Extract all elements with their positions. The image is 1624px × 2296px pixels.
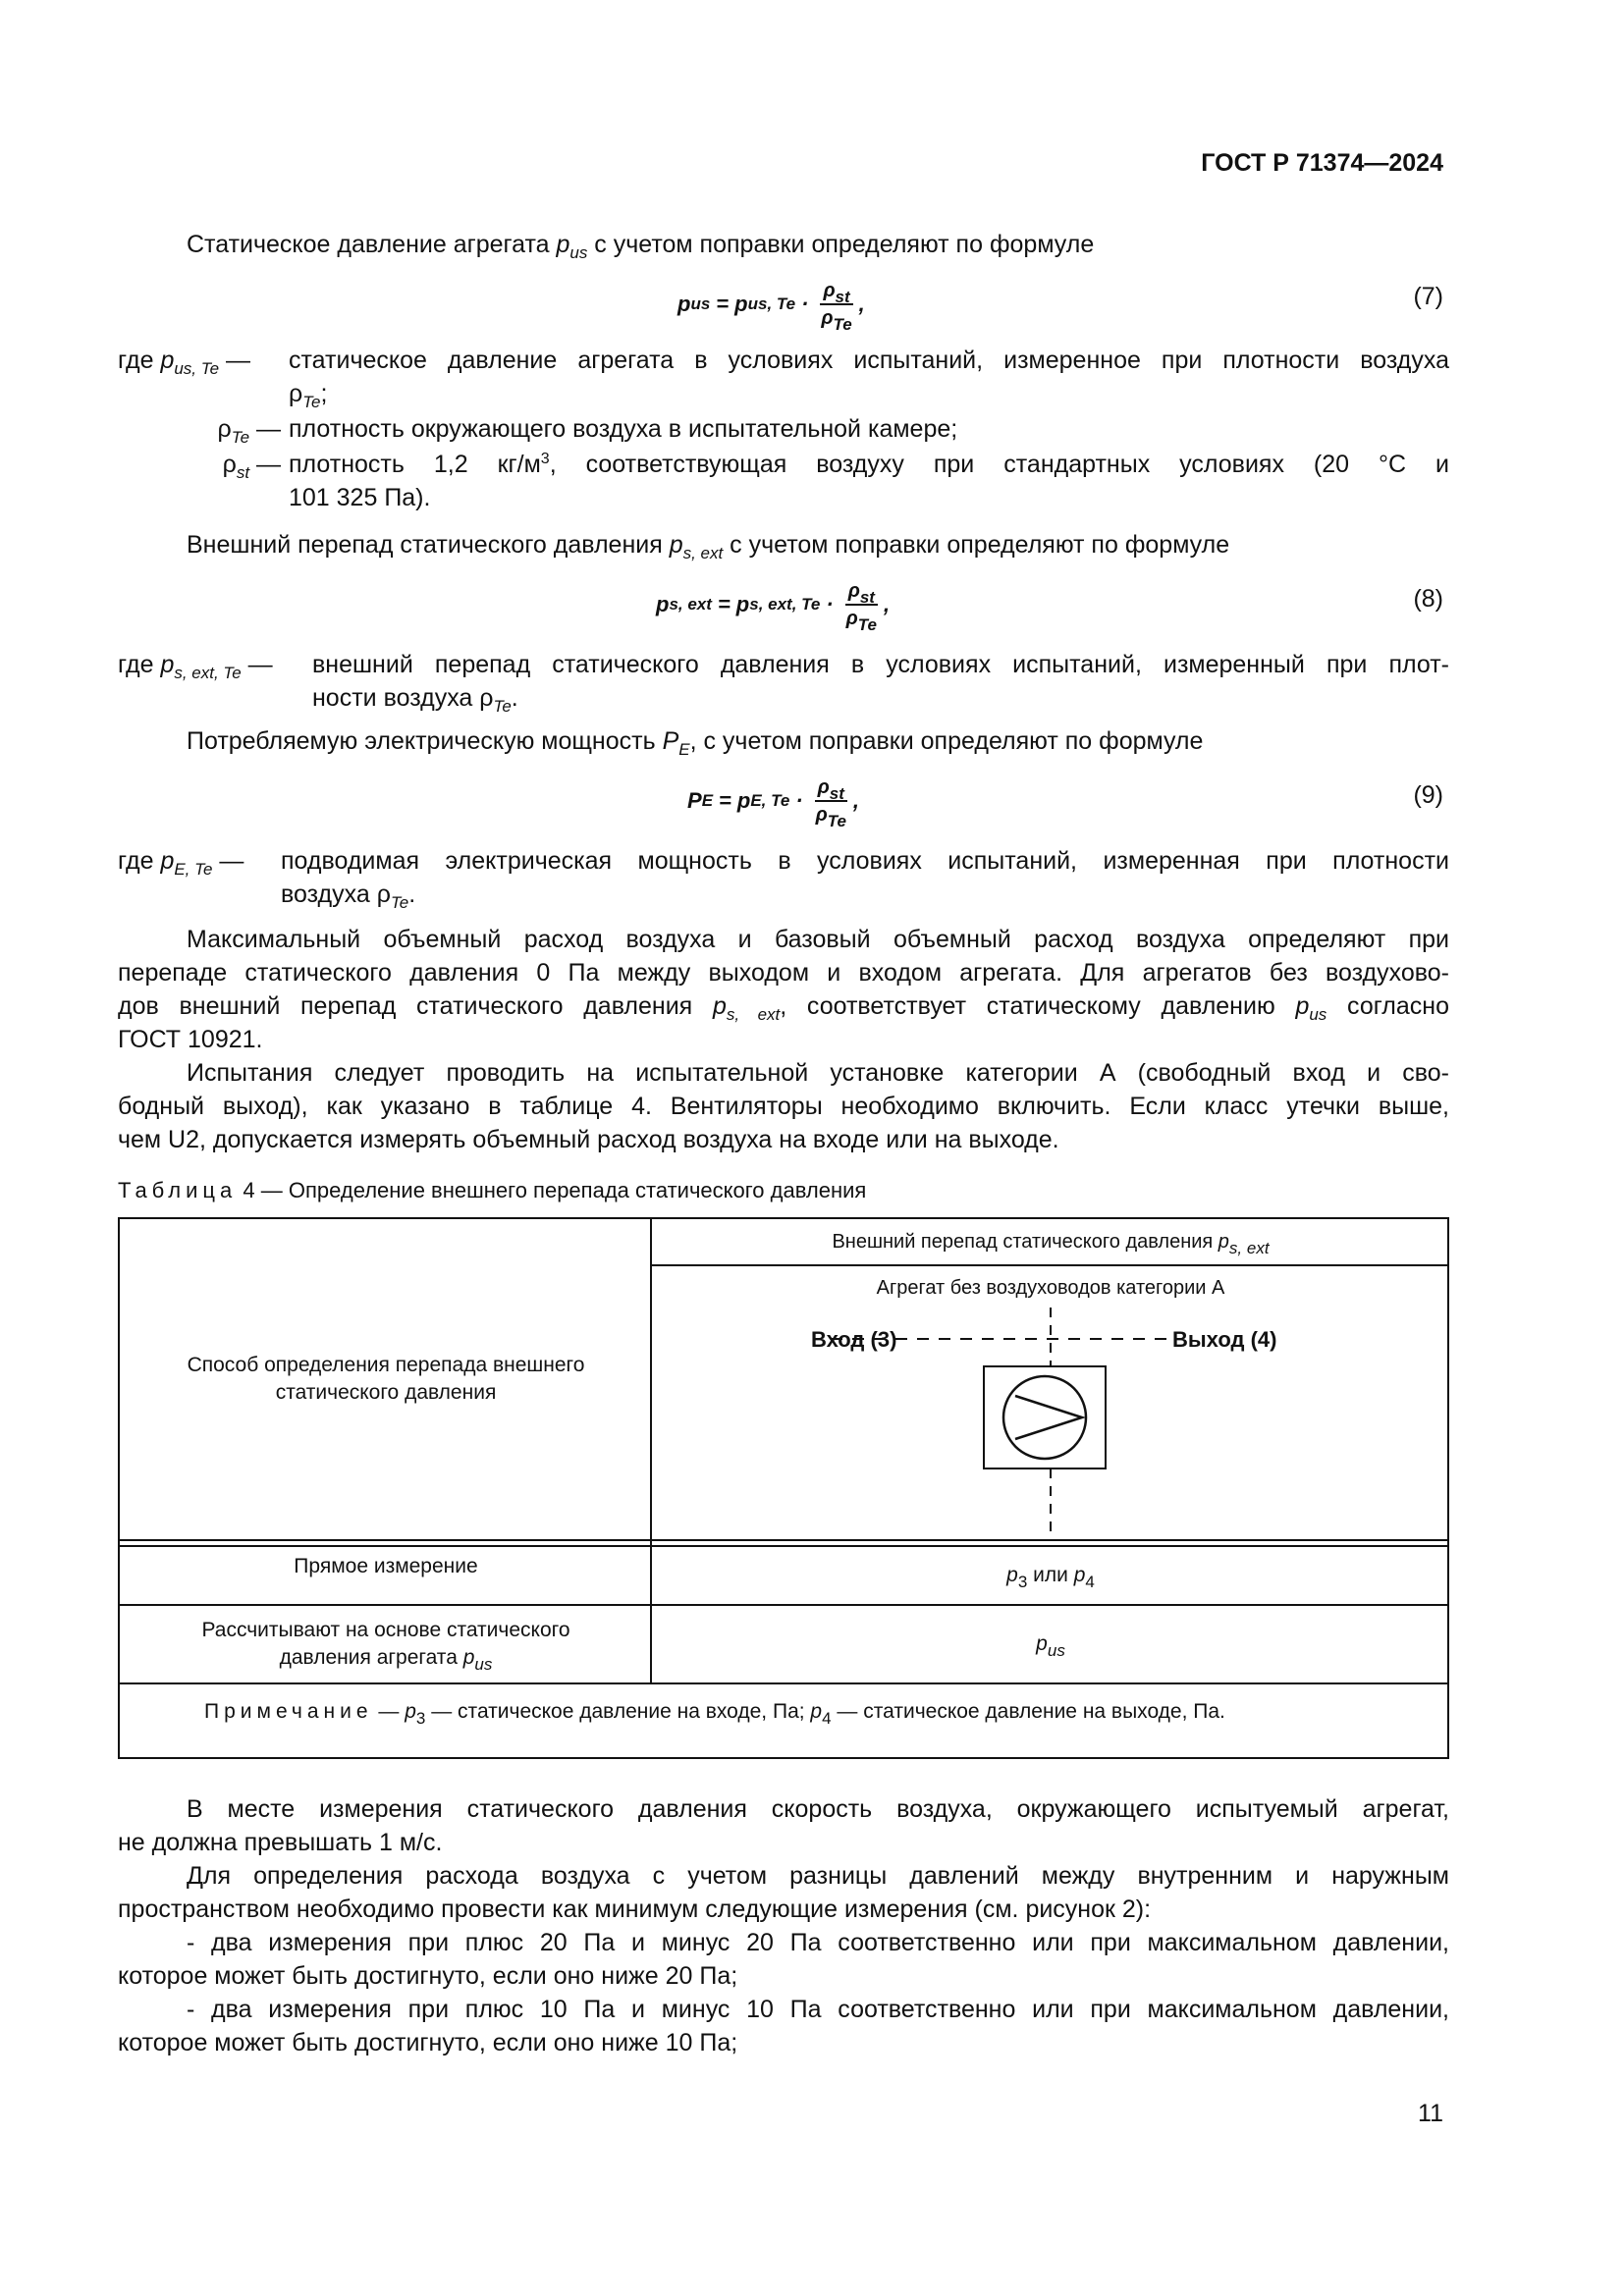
where-symbol-3: $\rho_{st}$ — <box>222 451 281 482</box>
where-definition-1-cont: $\rho_{Te}$; <box>289 380 328 411</box>
formula-9: P E = p E, Te · $\frac{\rho_{st}}{\rho_{Te}}$ , <box>687 776 860 830</box>
formula-7: p us = p us, Te · $\frac{\rho_{st}}{\rho_{Te}}$ , <box>677 280 865 334</box>
paragraph-1-line-3: дов внешний перепад статического давления $p_{s, ext}$, соответствует статическому давлению $p_{us}$ согласно <box>118 992 1449 1024</box>
fan-icon <box>1003 1376 1086 1459</box>
row-direct-method: Прямое измерение <box>294 1555 478 1577</box>
outlet-label: Выход (4) <box>1172 1327 1277 1352</box>
where-symbol-2: $\rho_{Te}$ — <box>217 415 281 447</box>
row-divider <box>120 1682 1447 1684</box>
bullet-1-line-2: которое может быть достигнуто, если оно ниже 20 Па; <box>118 1962 738 1990</box>
row-direct-value: $p_3$ или $p_4$ <box>1006 1564 1095 1591</box>
where-definition-2: плотность окружающего воздуха в испытательной камере; <box>289 415 958 443</box>
unit-diagram <box>650 1308 1451 1539</box>
paragraph-2-line-1: Испытания следует проводить на испытательной установке категории А (свободный вход и сво- <box>187 1059 1449 1087</box>
bullet-1-line-1: - два измерения при плюс 20 Па и минус 20 Па соответственно или при максимальном давлении, <box>187 1929 1449 1956</box>
paragraph-4-line-2: пространством необходимо провести как минимум следующие измерения (см. рисунок 2): <box>118 1896 1152 1923</box>
equals-sign: = <box>716 292 730 316</box>
formula-7-intro <box>187 228 1094 261</box>
formula-8: p s, ext = p s, ext, Te · $\frac{\rho_{st}}{\rho_{Te}}$ , <box>656 580 891 634</box>
column-header-method: Способ определения перепада внешнего статического давления <box>187 1354 585 1404</box>
row-divider <box>120 1539 1447 1541</box>
formula-lhs: p <box>677 292 691 316</box>
equation-number-9: (9) <box>1413 781 1443 809</box>
table-caption: Таблица 4 — Определение внешнего перепада статического давления <box>118 1178 867 1202</box>
paragraph-3-line-1: В месте измерения статического давления скорость воздуха, окружающего испытуемый агрегат, <box>187 1795 1449 1823</box>
bullet-2-line-2: которое может быть достигнуто, если оно ниже 10 Па; <box>118 2029 738 2056</box>
equation-number-7: (7) <box>1413 283 1443 310</box>
paragraph-2-line-3: чем U2, допускается измерять объемный расход воздуха на входе или на выходе. <box>118 1126 1059 1153</box>
fraction: $\frac{\rho_{st}}{\rho_{Te}}$ <box>815 776 846 830</box>
numerator: $\rho_{st}$ <box>820 279 852 305</box>
sub-header: Агрегат без воздуховодов категории А <box>876 1277 1225 1299</box>
unit-housing <box>984 1366 1106 1468</box>
formula-rhs: p <box>734 292 748 316</box>
page-number: 11 <box>1418 2100 1443 2127</box>
equation-number-8: (8) <box>1413 585 1443 613</box>
where-definition-1: статическое давление агрегата в условиях испытаний, измеренное при плотности воздуха <box>289 347 1449 374</box>
paragraph-1-line-2: перепаде статического давления 0 Па между выходом и входом агрегата. Для агрегатов без воздухово- <box>118 959 1449 987</box>
where-definition-3-cont: 101 325 Па). <box>289 484 431 511</box>
table-note: Примечание — $p_3$ — статическое давление на входе, Па; $p_4$ — статическое давление на выходе, Па. <box>204 1700 1225 1728</box>
table-4 <box>118 1217 1449 1759</box>
where-symbol-9: где $p_{E, Te}$ — <box>118 847 244 879</box>
paragraph-3-line-2: не должна превышать 1 м/с. <box>118 1829 443 1856</box>
paragraph-4-line-1: Для определения расхода воздуха с учетом разницы давлений между внутренним и наружным <box>187 1862 1449 1890</box>
paragraph-1-line-1: Максимальный объемный расход воздуха и базовый объемный расход воздуха определяют при <box>187 926 1449 953</box>
header-divider <box>650 1264 1447 1266</box>
where-symbol-1: где $p_{us, Te}$ — <box>118 347 250 378</box>
where-symbol-8: где $p_{s, ext, Te}$ — <box>118 651 273 682</box>
column-header-pressure: Внешний перепад статического давления $p_{s, ext}$ <box>832 1231 1270 1257</box>
denominator: $\rho_{Te}$ <box>821 307 852 334</box>
fraction <box>820 279 852 334</box>
fan-arrow <box>1015 1396 1082 1439</box>
paragraph-2-line-2: бодный выход), как указано в таблице 4. Вентиляторы необходимо включить. Если класс утечки выше, <box>118 1093 1449 1120</box>
document-id: ГОСТ Р 71374—2024 <box>1201 149 1443 177</box>
inlet-label: Вход (3) <box>811 1327 897 1352</box>
multiply-dot: · <box>801 292 809 316</box>
paragraph-1-line-4: ГОСТ 10921. <box>118 1026 263 1053</box>
formula-9-intro: Потребляемую электрическую мощность $P_E$, с учетом поправки определяют по формуле <box>187 727 1204 759</box>
where-definition-9: подводимая электрическая мощность в условиях испытаний, измеренная при плотности <box>281 847 1449 875</box>
where-definition-9-cont: воздуха $\rho_{Te}$. <box>281 881 416 912</box>
row-calculated-value: $p_{us}$ <box>1036 1632 1065 1660</box>
row-calculated-method: Рассчитывают на основе статического давления агрегата $p_{us}$ <box>201 1619 570 1674</box>
formula-8-intro: Внешний перепад статического давления $p_{s, ext}$ с учетом поправки определяют по формуле <box>187 531 1230 562</box>
intro-text: с учетом поправки определяют по формуле <box>587 231 1095 258</box>
where-definition-8: внешний перепад статического давления в условиях испытаний, измеренный при плот- <box>312 651 1449 678</box>
subscript: us <box>569 243 588 262</box>
symbol: p <box>556 231 570 258</box>
comma: , <box>858 292 865 316</box>
where-definition-3: плотность 1,2 $кг/м^3$, соответствующая воздуху при стандартных условиях (20 °С и <box>289 451 1450 478</box>
where-definition-8-cont: ности воздуха $\rho_{Te}$. <box>312 684 518 716</box>
bullet-2-line-1: - два измерения при плюс 10 Па и минус 10 Па соответственно или при максимальном давлении, <box>187 1996 1449 2023</box>
intro-text: Статическое давление агрегата <box>187 231 557 258</box>
fraction: $\frac{\rho_{st}}{\rho_{Te}}$ <box>845 580 877 634</box>
